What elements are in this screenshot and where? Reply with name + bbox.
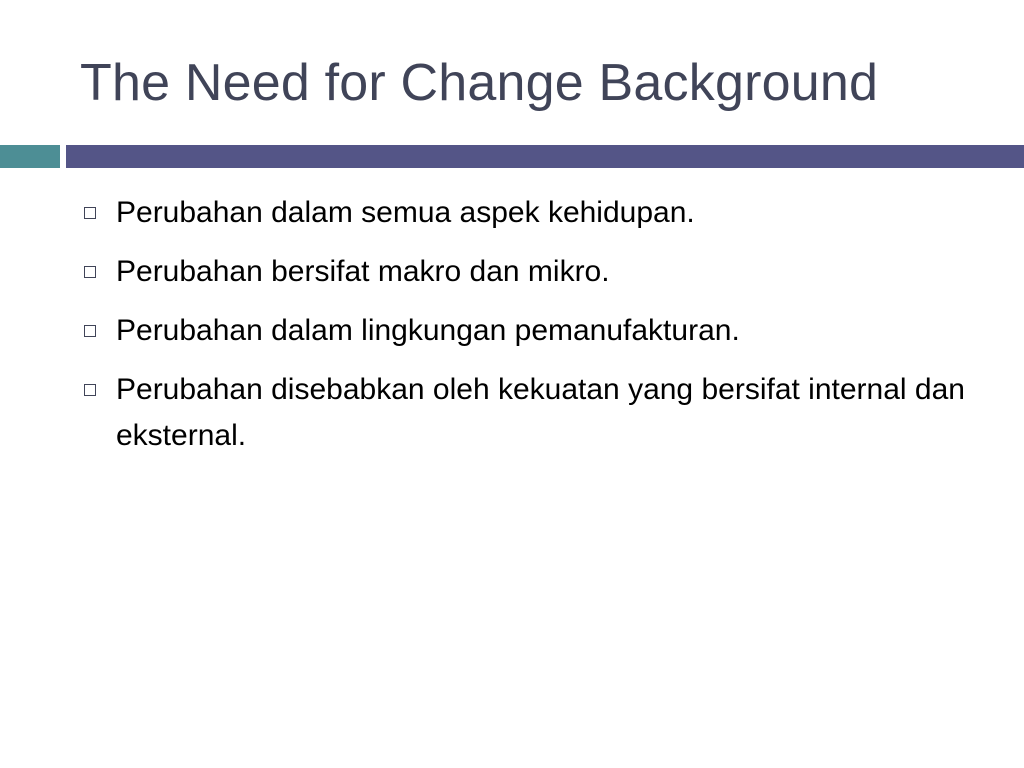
bullet-list — [80, 190, 1000, 472]
square-bullet-icon — [84, 325, 96, 337]
bullet-item — [80, 249, 1000, 295]
bullet-item — [80, 190, 1000, 236]
bullet-item — [80, 367, 1000, 459]
bullet-text: Perubahan disebabkan oleh kekuatan yang bersifat internal dan eksternal. — [116, 373, 965, 452]
bullet-item — [80, 308, 1000, 354]
square-bullet-icon — [84, 266, 96, 278]
accent-bar-purple — [66, 145, 1024, 168]
slide-title: The Need for Change Background — [80, 54, 879, 112]
square-bullet-icon — [84, 384, 96, 396]
square-bullet-icon — [84, 207, 96, 219]
bullet-text: Perubahan bersifat makro dan mikro. — [116, 255, 610, 288]
accent-bar-teal — [0, 145, 60, 168]
bullet-text: Perubahan dalam lingkungan pemanufakturan. — [116, 314, 740, 347]
bullet-text: Perubahan dalam semua aspek kehidupan. — [116, 196, 695, 229]
